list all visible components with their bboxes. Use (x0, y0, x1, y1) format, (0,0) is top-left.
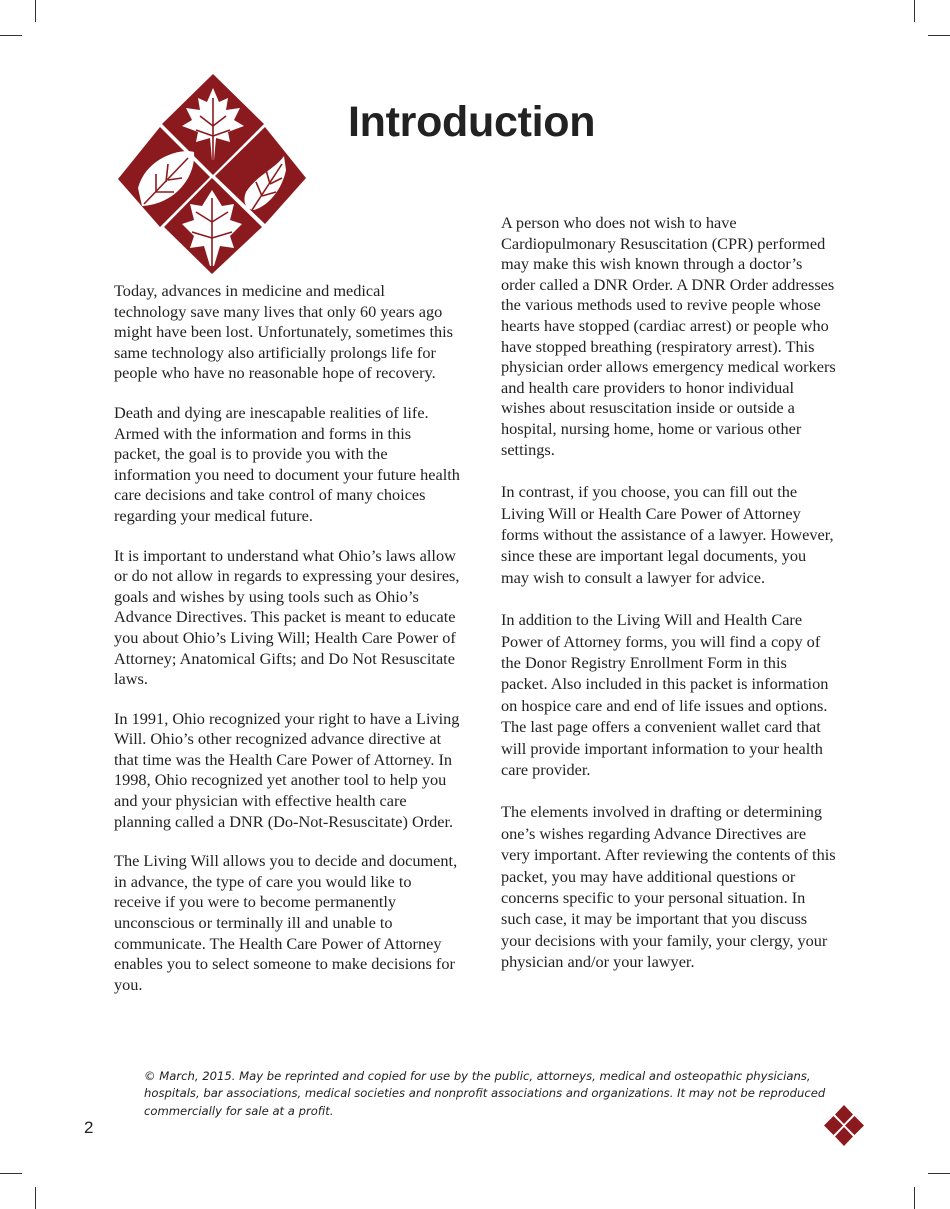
page-title: Introduction (348, 98, 596, 146)
body-paragraph: The Living Will allows you to decide and document, in advance, the type of care you would like to receive if you were to become permanently unconscious or terminally ill and unable to communicate. The Health Care Power of Attorney enables you to select someone to make decisions for you. (114, 851, 458, 994)
body-paragraph: Death and dying are inescapable realities of life. Armed with the information and forms in this packet, the goal is to provide you with the information you need to document your future health care decisions and take control of many choices regarding your medical future. (114, 402, 460, 525)
body-paragraph: The elements involved in drafting or determining one’s wishes regarding Advance Directives are very important. After reviewing the contents of this packet, you may have additional questions or concerns specific to your personal situation. In such case, it may be important that you discuss your decisions with your family, your clergy, your physician and/or your lawyer. (501, 802, 836, 972)
body-paragraph: In 1991, Ohio recognized your right to have a Living Will. Ohio’s other recognized advance directive at that time was the Health Care Power of Attorney. In 1998, Ohio recognized yet another tool to help you and your physician with effective health care planning called a DNR (Do-Not-Resuscitate) Order. (114, 708, 460, 831)
copyright-notice: © March, 2015. May be reprinted and copied for use by the public, attorneys, medical and osteopathic physicians, hospitals, bar associations, medical societies and nonprofit associations and organizations. It may not be reproduced commercially for sale at a profit. (144, 1069, 826, 1118)
diamond-logo-icon (822, 1104, 866, 1148)
body-paragraph: In contrast, if you choose, you can fill out the Living Will or Health Care Power of Attorney forms without the assistance of a lawyer. However, since these are important legal documents, you may wish to consult a lawyer for advice. (501, 482, 834, 587)
crop-mark (914, 1187, 915, 1209)
crop-mark (35, 1187, 36, 1209)
body-paragraph: A person who does not wish to have Cardiopulmonary Resuscitation (CPR) performed may make this wish known through a doctor’s order called a DNR Order. A DNR Order addresses the various methods used to revive people whose hearts have stopped (cardiac arrest) or people who have stopped breathing (respiratory arrest). This physician order allows emergency medical workers and health care providers to honor individual wishes about resuscitation inside or outside a hospital, nursing home, home or various other settings. (501, 213, 836, 459)
body-paragraph: In addition to the Living Will and Health Care Power of Attorney forms, you will find a copy of the Donor Registry Enrollment Form in this packet. Also included in this packet is information on hospice care and end of life issues and options. The last page offers a convenient wallet card that will provide important information to your health care provider. (501, 610, 829, 779)
body-paragraph: It is important to understand what Ohio’s laws allow or do not allow in regards to expressing your desires, goals and wishes by using tools such as Ohio’s Advance Directives. This packet is meant to educate you about Ohio’s Living Will; Health Care Power of Attorney; Anatomical Gifts; and Do Not Resuscitate laws. (114, 545, 460, 689)
right-column (501, 213, 837, 973)
leaf-logo-icon (116, 72, 308, 276)
crop-mark (0, 35, 22, 36)
crop-mark (35, 0, 36, 22)
page-number: 2 (84, 1118, 94, 1137)
left-column (114, 281, 460, 995)
crop-mark (914, 0, 915, 22)
crop-mark (928, 1173, 950, 1174)
crop-mark (928, 35, 950, 36)
crop-mark (0, 1173, 22, 1174)
body-paragraph: Today, advances in medicine and medical technology save many lives that only 60 years ago might have been lost. Unfortunately, sometimes this same technology also artificially prolongs life for people who have no reasonable hope of recovery. (114, 281, 453, 383)
